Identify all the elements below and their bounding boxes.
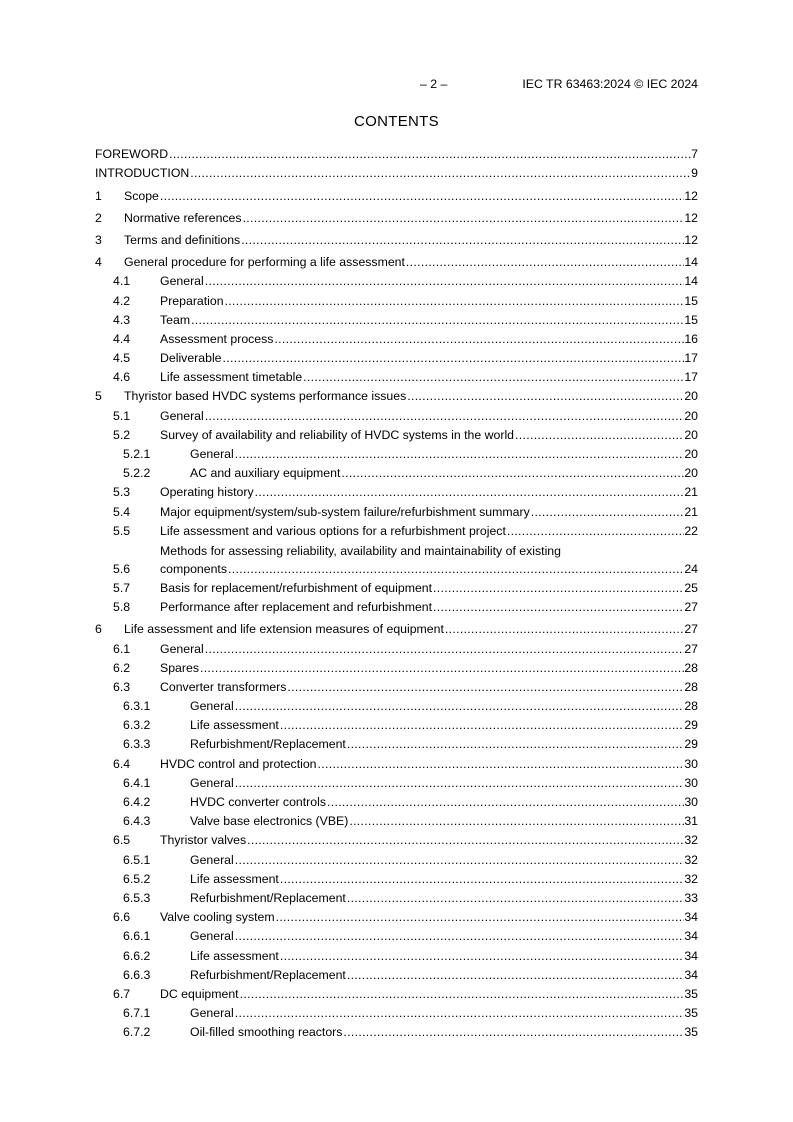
toc-entry[interactable] bbox=[95, 620, 698, 639]
toc-entry[interactable] bbox=[95, 164, 698, 183]
toc-entry-number: 5.3 bbox=[113, 485, 131, 500]
toc-entry-number: 6.4 bbox=[113, 756, 131, 771]
toc-entry[interactable] bbox=[95, 464, 698, 483]
toc-entry-number: 4.2 bbox=[113, 293, 131, 308]
toc-entry-page: 34 bbox=[684, 967, 698, 982]
toc-entry[interactable] bbox=[95, 908, 698, 927]
toc-dot-leader bbox=[507, 524, 684, 538]
toc-entry-page: 28 bbox=[684, 679, 698, 694]
toc-entry-number: 6.3 bbox=[113, 679, 131, 694]
toc-dot-leader bbox=[433, 581, 684, 595]
toc-entry[interactable] bbox=[95, 946, 698, 965]
toc-entry-number: 6.3.2 bbox=[123, 718, 151, 733]
toc-entry-number: 6 bbox=[95, 622, 102, 637]
toc-dot-leader bbox=[406, 255, 684, 269]
toc-entry-title: General bbox=[160, 408, 204, 423]
toc-entry-page: 35 bbox=[684, 986, 698, 1001]
toc-entry-page: 22 bbox=[684, 523, 698, 538]
toc-entry-number: 5.7 bbox=[113, 580, 131, 595]
toc-dot-leader bbox=[287, 680, 684, 694]
toc-entry-number: 6.6 bbox=[113, 910, 131, 925]
toc-entry[interactable] bbox=[95, 598, 698, 617]
toc-entry-title: General bbox=[190, 447, 234, 461]
page-header bbox=[95, 77, 698, 93]
toc-entry-page: 25 bbox=[684, 580, 698, 595]
toc-entry-page: 30 bbox=[684, 775, 698, 790]
toc-entry-page: 29 bbox=[684, 718, 698, 733]
toc-entry-title: Survey of availability and reliability of HVDC systems in the world bbox=[160, 427, 515, 442]
toc-entry[interactable] bbox=[95, 186, 698, 205]
toc-entry-number: 2 bbox=[95, 210, 102, 225]
toc-entry[interactable] bbox=[95, 209, 698, 228]
toc-entry-number: 6.6.2 bbox=[123, 948, 151, 963]
toc-entry-number: 6.2 bbox=[113, 660, 131, 675]
toc-entry-number: 5.1 bbox=[113, 408, 131, 423]
toc-entry-page: 14 bbox=[684, 255, 698, 270]
toc-entry-title: General bbox=[160, 274, 204, 289]
toc-entry-page: 17 bbox=[684, 370, 698, 385]
toc-entry-title: Refurbishment/Replacement bbox=[190, 890, 346, 905]
toc-entry[interactable] bbox=[95, 541, 698, 579]
toc-entry-title: Spares bbox=[160, 660, 199, 675]
toc-entry-number: 6.6.1 bbox=[123, 929, 151, 944]
table-of-contents bbox=[95, 145, 698, 1042]
toc-entry[interactable] bbox=[95, 927, 698, 946]
toc-entry-page: 12 bbox=[684, 232, 698, 247]
toc-entry-title: Basis for replacement/refurbishment of equipment bbox=[160, 580, 433, 595]
toc-entry-number: 4.6 bbox=[113, 370, 131, 385]
toc-entry[interactable] bbox=[95, 697, 698, 716]
toc-dot-leader bbox=[247, 833, 684, 847]
toc-entry-page: 35 bbox=[684, 1025, 698, 1040]
toc-entry-title: DC equipment bbox=[160, 986, 239, 1001]
toc-dot-leader bbox=[433, 600, 684, 614]
toc-entry-page: 12 bbox=[684, 188, 698, 203]
toc-entry-page: 33 bbox=[684, 890, 698, 905]
toc-entry-title-line1: Methods for assessing reliability, availability and maintainability of existing bbox=[160, 543, 561, 558]
toc-entry[interactable] bbox=[95, 387, 698, 406]
toc-entry[interactable] bbox=[95, 639, 698, 658]
toc-entry-number: 4.1 bbox=[113, 274, 131, 289]
toc-entry-title: General bbox=[160, 641, 204, 656]
toc-dot-leader bbox=[343, 1025, 684, 1039]
toc-entry[interactable] bbox=[95, 445, 698, 464]
toc-dot-leader bbox=[407, 389, 684, 403]
toc-entry-title: Life assessment and life extension measures of equipment bbox=[124, 622, 444, 637]
toc-entry-title: General bbox=[190, 852, 234, 867]
toc-dot-leader bbox=[318, 757, 685, 771]
toc-dot-leader bbox=[235, 929, 685, 943]
toc-dot-leader bbox=[347, 891, 684, 905]
toc-dot-leader bbox=[255, 485, 685, 499]
toc-entry[interactable] bbox=[95, 812, 698, 831]
toc-entry[interactable] bbox=[95, 889, 698, 908]
toc-entry[interactable] bbox=[95, 330, 698, 349]
toc-dot-leader bbox=[243, 211, 685, 225]
toc-entry[interactable] bbox=[95, 291, 698, 310]
toc-entry-number: 6.4.2 bbox=[123, 795, 151, 809]
toc-entry-title: AC and auxiliary equipment bbox=[190, 466, 341, 481]
contents-title: CONTENTS bbox=[354, 113, 439, 130]
toc-entry[interactable] bbox=[95, 678, 698, 697]
toc-entry[interactable] bbox=[95, 966, 698, 985]
toc-entry[interactable] bbox=[95, 716, 698, 735]
toc-dot-leader bbox=[235, 447, 685, 461]
toc-dot-leader bbox=[347, 968, 684, 982]
toc-entry-title: Operating history bbox=[160, 485, 254, 500]
toc-dot-leader bbox=[205, 409, 685, 423]
toc-dot-leader bbox=[225, 294, 685, 308]
toc-entry-page: 21 bbox=[684, 485, 698, 500]
toc-entry[interactable] bbox=[95, 368, 698, 387]
toc-entry-title: Valve cooling system bbox=[160, 910, 275, 925]
toc-dot-leader bbox=[235, 699, 685, 713]
toc-entry-page: 20 bbox=[684, 466, 698, 481]
toc-entry[interactable] bbox=[95, 145, 698, 164]
toc-entry-title: HVDC control and protection bbox=[160, 756, 317, 771]
toc-dot-leader bbox=[280, 872, 684, 886]
toc-entry-page: 16 bbox=[684, 331, 698, 346]
toc-entry[interactable] bbox=[95, 774, 698, 793]
toc-entry-number: 6.3.1 bbox=[123, 699, 151, 714]
toc-entry-page: 20 bbox=[684, 408, 698, 423]
toc-entry-number: 3 bbox=[95, 232, 102, 247]
document-id: IEC TR 63463:2024 © IEC 2024 bbox=[522, 77, 698, 91]
toc-entry-page: 28 bbox=[684, 699, 698, 714]
toc-entry-number: 4 bbox=[95, 255, 102, 270]
toc-entry-title: Assessment process bbox=[160, 331, 274, 346]
toc-entry-page: 31 bbox=[684, 814, 698, 829]
toc-dot-leader bbox=[531, 505, 685, 519]
toc-entry-page: 27 bbox=[684, 641, 698, 656]
toc-dot-leader bbox=[190, 166, 691, 180]
toc-entry-title: HVDC converter controls bbox=[190, 795, 326, 809]
toc-entry-title: Deliverable bbox=[160, 351, 222, 366]
toc-entry-page: 14 bbox=[684, 274, 698, 289]
toc-dot-leader bbox=[200, 661, 684, 675]
toc-entry-title: Life assessment bbox=[190, 948, 279, 963]
toc-entry[interactable] bbox=[95, 754, 698, 773]
toc-entry-page: 15 bbox=[684, 312, 698, 327]
toc-entry-page: 34 bbox=[684, 929, 698, 944]
toc-dot-leader bbox=[327, 795, 684, 809]
toc-entry-page: 27 bbox=[684, 600, 698, 615]
toc-entry-title: Thyristor based HVDC systems performance issues bbox=[124, 389, 407, 404]
toc-entry-number: 5.4 bbox=[113, 504, 131, 519]
toc-entry-page: 34 bbox=[684, 948, 698, 963]
toc-entry-page: 9 bbox=[691, 166, 698, 181]
toc-entry[interactable] bbox=[95, 850, 698, 869]
toc-entry-number: 5.2.1 bbox=[123, 447, 151, 461]
toc-entry-title: FOREWORD bbox=[95, 147, 169, 162]
toc-entry[interactable] bbox=[95, 579, 698, 598]
toc-entry-page: 27 bbox=[684, 622, 698, 637]
toc-entry-number: 6.5 bbox=[113, 833, 131, 848]
toc-entry-page: 30 bbox=[684, 795, 698, 809]
toc-dot-leader bbox=[191, 313, 684, 327]
toc-entry-number: 6.6.3 bbox=[123, 967, 151, 982]
toc-entry-number: 6.4.1 bbox=[123, 775, 151, 790]
toc-entry-page: 28 bbox=[684, 660, 698, 675]
toc-entry-number: 5 bbox=[95, 389, 102, 404]
toc-entry[interactable] bbox=[95, 502, 698, 521]
toc-entry-title: General procedure for performing a life assessment bbox=[124, 255, 405, 270]
toc-entry-page: 35 bbox=[684, 1006, 698, 1021]
toc-dot-leader bbox=[205, 274, 685, 288]
toc-entry-title: Life assessment bbox=[190, 871, 279, 886]
toc-entry[interactable] bbox=[95, 483, 698, 502]
toc-dot-leader bbox=[303, 370, 684, 384]
toc-entry-number: 6.1 bbox=[113, 641, 131, 656]
toc-entry-title: Refurbishment/Replacement bbox=[190, 967, 346, 982]
toc-entry-number: 1 bbox=[95, 188, 102, 203]
toc-entry-title: components bbox=[160, 561, 227, 576]
toc-entry-page: 17 bbox=[684, 351, 698, 366]
toc-entry[interactable] bbox=[95, 793, 698, 812]
toc-entry-title: Normative references bbox=[124, 210, 242, 225]
toc-entry-number: 6.5.3 bbox=[123, 890, 151, 905]
toc-entry-page: 12 bbox=[684, 210, 698, 225]
toc-entry-page: 24 bbox=[684, 561, 698, 576]
toc-entry-number: 6.7 bbox=[113, 986, 131, 1001]
toc-entry-number: 6.5.2 bbox=[123, 871, 151, 886]
toc-entry[interactable] bbox=[95, 253, 698, 272]
toc-entry-page: 34 bbox=[684, 910, 698, 925]
toc-entry-page: 15 bbox=[684, 293, 698, 308]
toc-entry-page: 21 bbox=[684, 504, 698, 519]
toc-entry-title: Thyristor valves bbox=[160, 833, 247, 848]
toc-entry-title: Oil-filled smoothing reactors bbox=[190, 1025, 343, 1040]
toc-entry[interactable] bbox=[95, 985, 698, 1004]
toc-dot-leader bbox=[241, 233, 684, 247]
toc-entry-title: Life assessment bbox=[190, 718, 279, 733]
toc-dot-leader bbox=[445, 622, 684, 636]
toc-entry-number: 6.4.3 bbox=[123, 814, 151, 829]
toc-entry[interactable] bbox=[95, 311, 698, 330]
toc-dot-leader bbox=[349, 814, 684, 828]
toc-entry[interactable] bbox=[95, 735, 698, 754]
toc-entry[interactable] bbox=[95, 349, 698, 368]
toc-entry-page: 20 bbox=[684, 427, 698, 442]
toc-entry-title: General bbox=[190, 1006, 234, 1021]
toc-entry-title: Life assessment and various options for a refurbishment project bbox=[160, 523, 506, 538]
toc-entry-title: Preparation bbox=[160, 293, 224, 308]
toc-dot-leader bbox=[205, 642, 685, 656]
toc-entry-title: Major equipment/system/sub-system failure/refurbishment summary bbox=[160, 504, 530, 519]
toc-entry[interactable] bbox=[95, 1023, 698, 1042]
toc-entry-title: INTRODUCTION bbox=[95, 166, 190, 181]
toc-dot-leader bbox=[341, 466, 684, 480]
toc-entry[interactable] bbox=[95, 870, 698, 889]
toc-entry-number: 5.6 bbox=[113, 561, 131, 576]
toc-entry-page: 32 bbox=[684, 833, 698, 848]
toc-entry-title: Performance after replacement and refurbishment bbox=[160, 600, 433, 615]
toc-entry-page: 20 bbox=[684, 389, 698, 404]
toc-entry-title: Refurbishment/Replacement bbox=[190, 737, 346, 752]
toc-dot-leader bbox=[240, 987, 685, 1001]
toc-dot-leader bbox=[276, 910, 685, 924]
toc-entry-title: Terms and definitions bbox=[124, 232, 241, 247]
toc-entry-number: 5.5 bbox=[113, 523, 131, 538]
toc-entry-page: 7 bbox=[691, 147, 698, 162]
toc-entry-page: 32 bbox=[684, 871, 698, 886]
toc-entry-title: Valve base electronics (VBE) bbox=[190, 814, 349, 829]
toc-entry-page: 30 bbox=[684, 756, 698, 771]
toc-entry[interactable] bbox=[95, 426, 698, 445]
toc-entry-number: 5.8 bbox=[113, 600, 131, 615]
toc-dot-leader bbox=[223, 351, 685, 365]
toc-dot-leader bbox=[228, 562, 684, 576]
toc-dot-leader bbox=[235, 1006, 685, 1020]
toc-entry-page: 32 bbox=[684, 852, 698, 867]
toc-entry-number: 6.7.1 bbox=[123, 1006, 151, 1021]
toc-entry-number: 6.7.2 bbox=[123, 1025, 151, 1040]
toc-dot-leader bbox=[160, 189, 684, 203]
toc-dot-leader bbox=[235, 853, 685, 867]
toc-entry-number: 4.5 bbox=[113, 351, 131, 366]
toc-entry[interactable] bbox=[95, 406, 698, 425]
toc-entry[interactable] bbox=[95, 522, 698, 541]
toc-entry[interactable] bbox=[95, 659, 698, 678]
toc-entry-number: 5.2 bbox=[113, 427, 131, 442]
toc-entry-title: Life assessment timetable bbox=[160, 370, 303, 385]
toc-entry-number: 4.4 bbox=[113, 331, 131, 346]
toc-entry-number: 5.2.2 bbox=[123, 466, 151, 481]
toc-dot-leader bbox=[169, 147, 691, 161]
toc-entry-title: General bbox=[190, 699, 234, 714]
toc-dot-leader bbox=[280, 718, 684, 732]
toc-entry[interactable] bbox=[95, 831, 698, 850]
toc-dot-leader bbox=[280, 949, 684, 963]
toc-dot-leader bbox=[235, 776, 685, 790]
toc-entry-title: Scope bbox=[124, 188, 159, 203]
page-number: – 2 – bbox=[420, 77, 448, 91]
toc-dot-leader bbox=[515, 428, 684, 442]
toc-entry-title: General bbox=[190, 929, 234, 944]
toc-entry-title: Converter transformers bbox=[160, 679, 287, 694]
toc-dot-leader bbox=[274, 332, 684, 346]
toc-entry-title: General bbox=[190, 775, 234, 790]
toc-dot-leader bbox=[347, 737, 684, 751]
toc-entry-page: 29 bbox=[684, 737, 698, 752]
toc-entry-number: 6.3.3 bbox=[123, 737, 151, 752]
toc-entry[interactable] bbox=[95, 231, 698, 250]
toc-entry-number: 4.3 bbox=[113, 312, 131, 327]
toc-entry[interactable] bbox=[95, 272, 698, 291]
toc-entry-number: 6.5.1 bbox=[123, 852, 151, 867]
toc-entry-title: Team bbox=[160, 312, 191, 327]
toc-entry[interactable] bbox=[95, 1004, 698, 1023]
toc-entry-page: 20 bbox=[684, 447, 698, 461]
